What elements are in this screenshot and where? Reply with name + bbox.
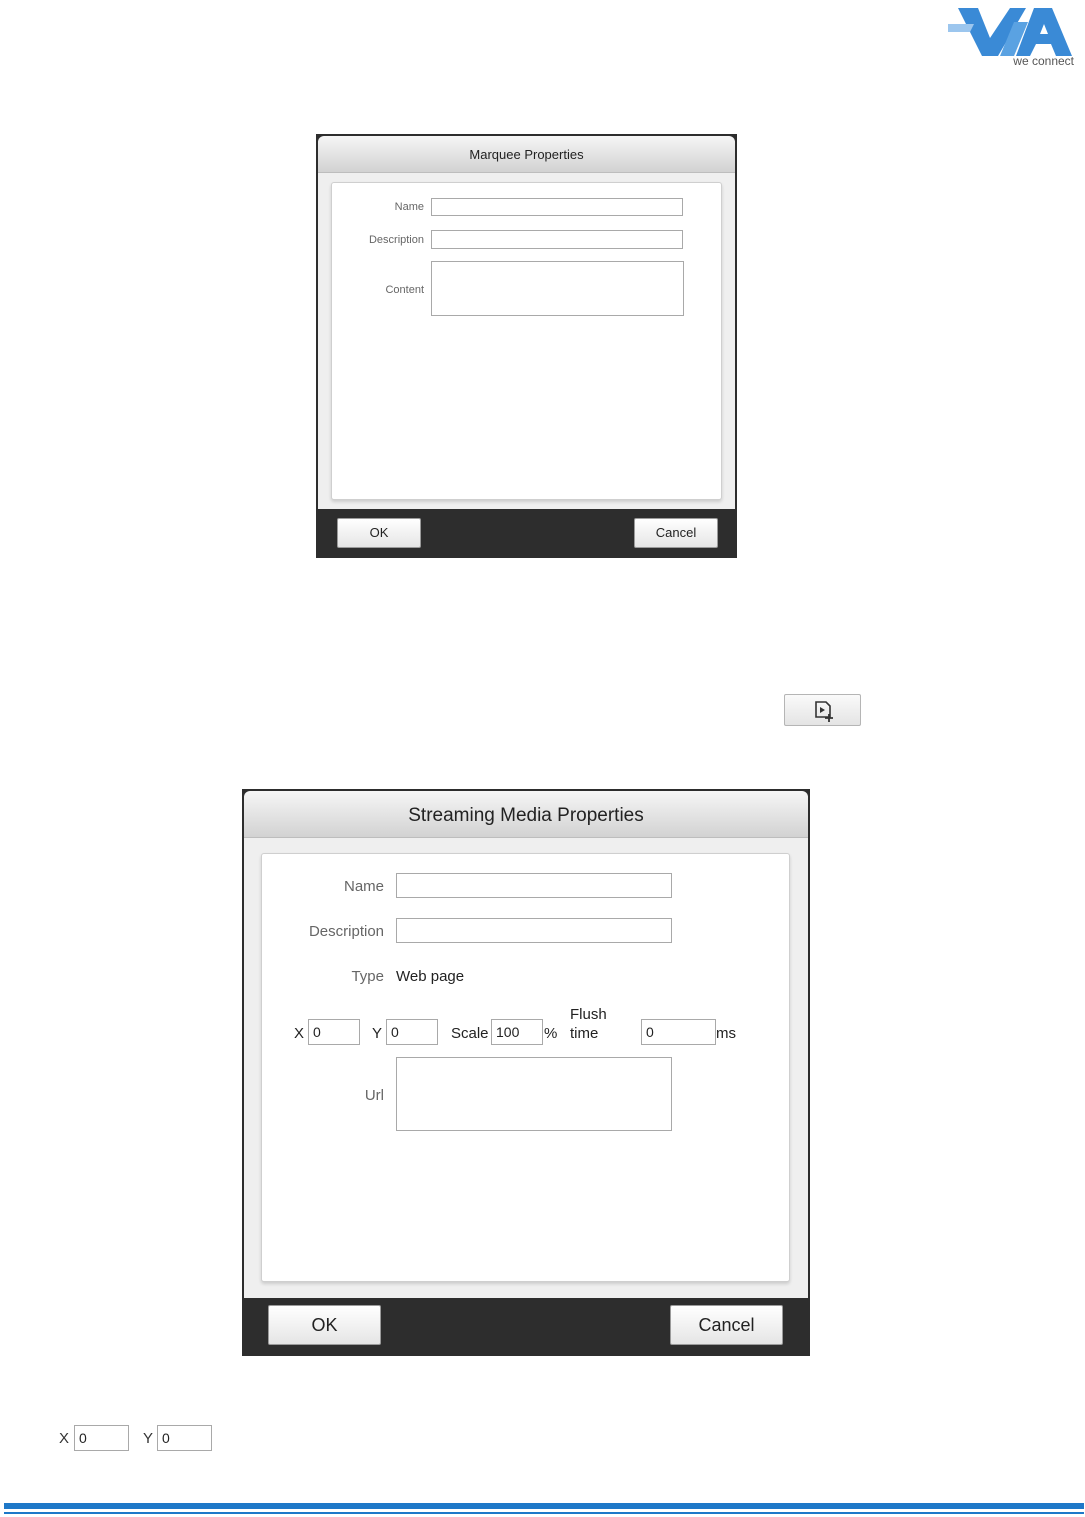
- x-label: X: [294, 1025, 305, 1042]
- content-label: Content: [385, 284, 424, 296]
- type-value: Web page: [396, 968, 465, 985]
- marquee-properties-dialog: [316, 134, 737, 558]
- y-label: Y: [372, 1025, 383, 1042]
- scale-input[interactable]: [491, 1019, 543, 1045]
- footer-bar: [4, 1503, 1084, 1509]
- flush-time-unit: ms: [716, 1025, 736, 1042]
- cancel-button[interactable]: Cancel: [634, 518, 718, 548]
- footer-line: [4, 1512, 1084, 1514]
- form-panel: [331, 182, 722, 500]
- ok-button[interactable]: OK: [268, 1305, 381, 1345]
- url-textarea[interactable]: [396, 1057, 672, 1131]
- dialog-title: Marquee Properties: [318, 136, 735, 173]
- snippet-x-label: X: [59, 1430, 70, 1447]
- dialog-body: [244, 838, 808, 1298]
- url-label: Url: [364, 1087, 384, 1104]
- via-logo: [948, 2, 1074, 68]
- streaming-media-properties-dialog: [242, 789, 810, 1356]
- type-label: Type: [351, 968, 384, 985]
- flush-time-label-line2: time: [570, 1025, 599, 1042]
- description-label: Description: [308, 923, 384, 940]
- snippet-y-input[interactable]: 0: [157, 1425, 212, 1451]
- flush-time-label-line1: Flush: [570, 1006, 607, 1023]
- via-logo-mark: [948, 2, 1074, 58]
- scale-label: Scale: [451, 1025, 489, 1042]
- description-label: Description: [368, 234, 424, 246]
- ok-button[interactable]: OK: [337, 518, 421, 548]
- name-label: Name: [394, 201, 424, 213]
- form-panel: [261, 853, 790, 1282]
- snippet-y-label: Y: [143, 1430, 154, 1447]
- add-media-file-icon: [785, 695, 862, 727]
- snippet-x-input[interactable]: 0: [74, 1425, 129, 1451]
- dialog-body: [318, 173, 735, 509]
- y-input[interactable]: [386, 1019, 438, 1045]
- name-label: Name: [343, 878, 384, 895]
- name-input[interactable]: [431, 198, 683, 216]
- dialog-title: Streaming Media Properties: [244, 791, 808, 838]
- name-input[interactable]: [396, 873, 672, 898]
- flush-time-input[interactable]: [641, 1019, 716, 1045]
- x-input[interactable]: [308, 1019, 360, 1045]
- add-media-button[interactable]: [784, 694, 861, 726]
- content-textarea[interactable]: [431, 261, 684, 316]
- description-input[interactable]: [396, 918, 672, 943]
- logo-tagline: we connect: [1013, 54, 1074, 68]
- scale-unit: %: [544, 1025, 558, 1042]
- cancel-button[interactable]: Cancel: [670, 1305, 783, 1345]
- description-input[interactable]: [431, 230, 683, 249]
